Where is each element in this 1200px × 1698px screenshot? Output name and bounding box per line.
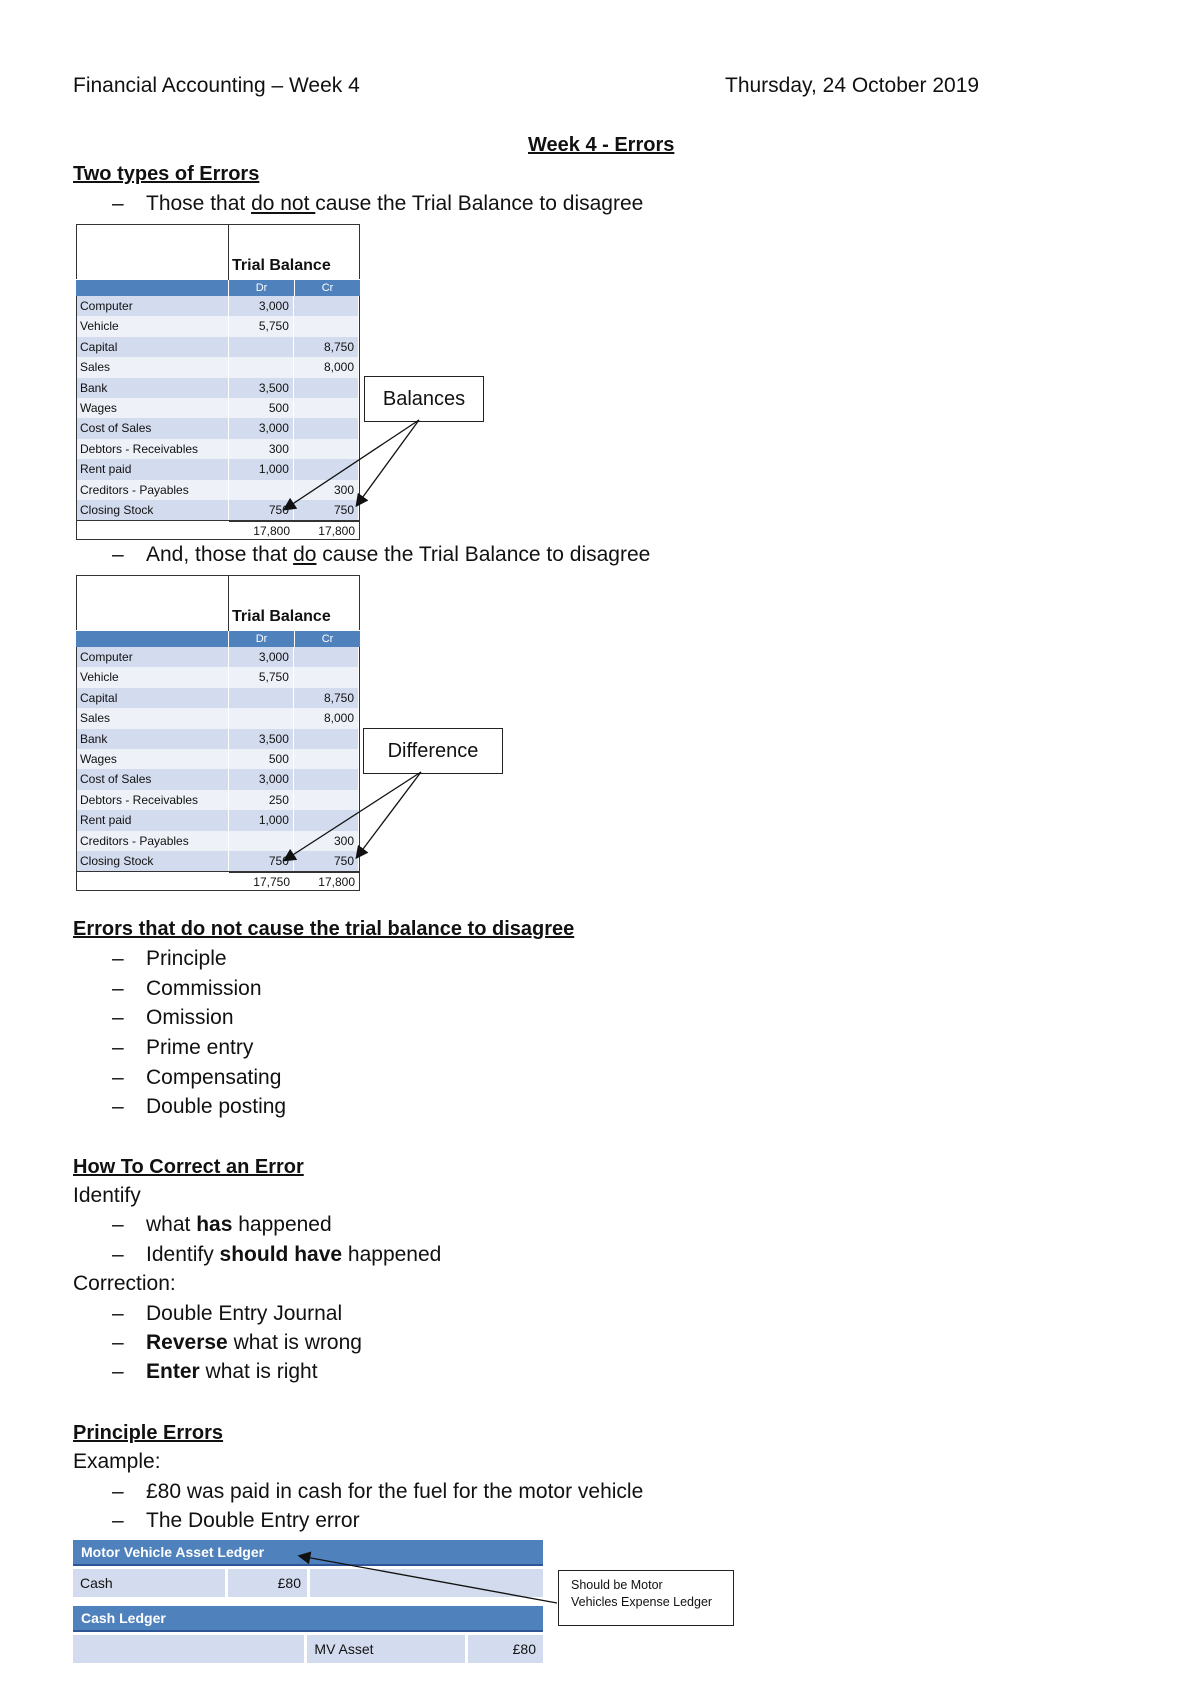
table-row: Computer 3,000	[77, 296, 359, 316]
page-title: Week 4 - Errors	[528, 134, 675, 156]
table-row: Rent paid 1,000	[77, 459, 359, 479]
list-item: – Omission	[112, 1006, 234, 1029]
table-row: Bank 3,500	[77, 378, 359, 398]
list-item: – Prime entry	[112, 1036, 254, 1059]
table-row: Computer 3,000	[77, 647, 359, 667]
table-row: Capital 8,750	[77, 688, 359, 708]
table-row: Wages 500	[77, 749, 359, 769]
dr-header: Dr	[228, 631, 294, 647]
list-item: – Identify should have happened	[112, 1243, 442, 1266]
totals-row: 17,750 17,800	[76, 871, 360, 891]
tb-title: Trial Balance	[232, 608, 331, 625]
table-row: Debtors - Receivables 300	[77, 439, 359, 459]
cr-header: Cr	[294, 631, 360, 647]
table-row: Capital 8,750	[77, 337, 359, 357]
ledger-title: Motor Vehicle Asset Ledger	[73, 1540, 543, 1566]
table-row: Debtors - Receivables 250	[77, 790, 359, 810]
section-two-types: Two types of Errors	[73, 163, 260, 185]
list-item: – Compensating	[112, 1066, 282, 1089]
header-course: Financial Accounting – Week 4	[73, 74, 360, 97]
arrow-to-dr-total-1	[285, 420, 419, 509]
bullet-do-cause: – And, those that do cause the Trial Balance to disagree	[112, 543, 651, 566]
table-row: Vehicle 5,750	[77, 316, 359, 336]
list-item: – Reverse what is wrong	[112, 1331, 362, 1354]
identify-label: Identify	[73, 1184, 141, 1207]
ledger-entry-name: MV Asset	[307, 1635, 465, 1663]
cr-header: Cr	[294, 280, 360, 296]
list-item: – Commission	[112, 977, 262, 1000]
example-label: Example:	[73, 1450, 161, 1473]
table-row: Closing Stock 750 750	[77, 500, 359, 520]
tb-title: Trial Balance	[232, 257, 331, 274]
table-row: Creditors - Payables 300	[77, 831, 359, 851]
table-row: Rent paid 1,000	[77, 810, 359, 830]
arrow-to-ledger	[300, 1556, 557, 1603]
section-principle-errors: Principle Errors	[73, 1422, 224, 1444]
correction-label: Correction:	[73, 1272, 176, 1295]
table-row: Creditors - Payables 300	[77, 480, 359, 500]
balances-callout: Balances	[364, 376, 484, 422]
list-item: – what has happened	[112, 1213, 332, 1236]
correction-note: Should be Motor Vehicles Expense Ledger	[558, 1570, 734, 1626]
difference-callout: Difference	[363, 728, 503, 774]
table-row: Sales 8,000	[77, 357, 359, 377]
table-row: Cost of Sales 3,000	[77, 418, 359, 438]
section-no-disagree: Errors that do not cause the trial balance to disagree	[73, 918, 575, 940]
bullet-do-not-cause: – Those that do not cause the Trial Balance to disagree	[112, 192, 644, 215]
list-item: – Enter what is right	[112, 1360, 318, 1383]
table-row: Closing Stock 750 750	[77, 851, 359, 871]
table-row: Cost of Sales 3,000	[77, 769, 359, 789]
header-date: Thursday, 24 October 2019	[725, 74, 980, 97]
list-item: – £80 was paid in cash for the fuel for the motor vehicle	[112, 1480, 644, 1503]
ledger-title: Cash Ledger	[73, 1606, 543, 1632]
ledger-entry-amount: £80	[228, 1569, 307, 1597]
ledger-entry-amount: £80	[468, 1635, 543, 1663]
arrow-to-cr-total-1	[357, 420, 419, 505]
table-row: Bank 3,500	[77, 729, 359, 749]
list-item: – Double Entry Journal	[112, 1302, 343, 1325]
list-item: – Double posting	[112, 1095, 287, 1118]
list-item: – The Double Entry error	[112, 1509, 360, 1532]
ledger-entry-name: Cash	[73, 1569, 225, 1597]
list-item: – Principle	[112, 947, 227, 970]
arrow-to-cr-total-2	[357, 772, 421, 857]
table-row: Sales 8,000	[77, 708, 359, 728]
arrow-to-dr-total-2	[285, 772, 421, 860]
totals-row: 17,800 17,800	[76, 520, 360, 540]
table-row: Wages 500	[77, 398, 359, 418]
section-how-to-correct: How To Correct an Error	[73, 1156, 304, 1178]
dr-header: Dr	[228, 280, 294, 296]
table-row: Vehicle 5,750	[77, 667, 359, 687]
